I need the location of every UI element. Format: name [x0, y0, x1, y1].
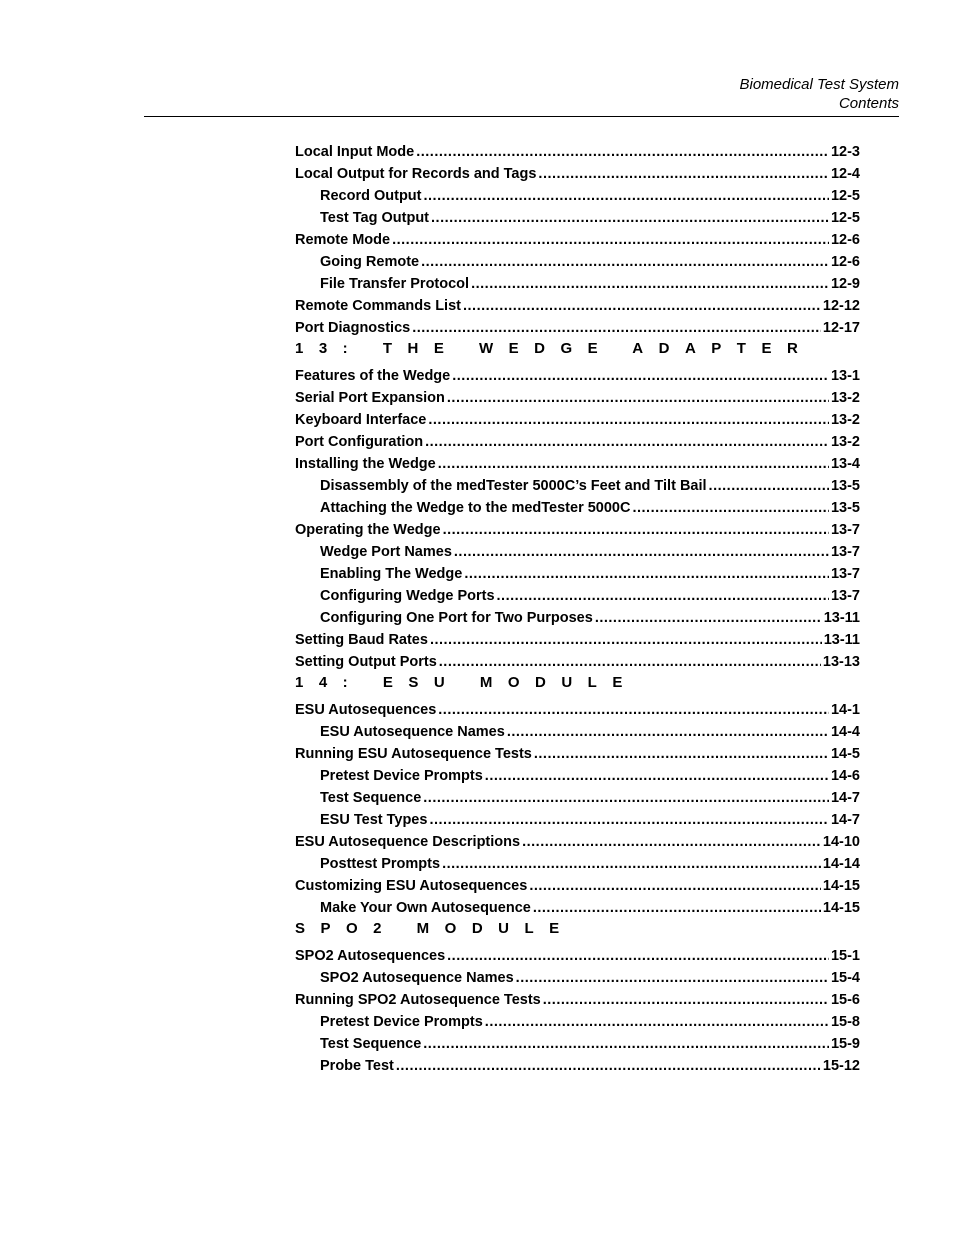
toc-chapter-heading: 14: ESU MODULE: [295, 674, 638, 691]
toc-dot-leader: [416, 141, 829, 163]
toc-entry-title: Keyboard Interface: [295, 412, 427, 428]
toc-entry[interactable]: [295, 585, 860, 607]
toc-entry[interactable]: [295, 141, 860, 163]
toc-entry[interactable]: [295, 563, 860, 585]
toc-dot-leader: [452, 365, 829, 387]
toc-dot-leader: [438, 699, 829, 721]
toc-entry[interactable]: [295, 629, 860, 651]
toc-entry[interactable]: [295, 365, 860, 387]
toc-dot-leader: [424, 185, 829, 207]
toc-page-number: 12-5: [830, 210, 860, 226]
toc-entry-title: Attaching the Wedge to the medTester 5000C: [320, 500, 631, 516]
toc-entry[interactable]: [295, 721, 860, 743]
toc-entry-title: SPO2 Autosequence Names: [320, 970, 514, 986]
toc-entry[interactable]: [295, 387, 860, 409]
toc-page-number: 13-5: [830, 478, 860, 494]
toc-page-number: 14-5: [830, 746, 860, 762]
toc-dot-leader: [442, 853, 821, 875]
toc-entry-title: Pretest Device Prompts: [320, 768, 483, 784]
toc-chapter-heading: SPO2 MODULE: [295, 920, 575, 937]
toc-entry[interactable]: [295, 809, 860, 831]
toc-dot-leader: [430, 629, 822, 651]
toc-page-number: 12-5: [830, 188, 860, 204]
toc-dot-leader: [522, 831, 821, 853]
toc-entry-title: ESU Autosequence Descriptions: [295, 834, 521, 850]
toc-page-number: 15-6: [830, 992, 860, 1008]
toc-page-number: 14-6: [830, 768, 860, 784]
toc-entry[interactable]: [295, 765, 860, 787]
toc-dot-leader: [447, 945, 829, 967]
toc-entry-title: Operating the Wedge: [295, 522, 441, 538]
header-document-title: Biomedical Test System: [739, 76, 899, 93]
toc-entry-title: Test Sequence: [320, 1036, 422, 1052]
toc-dot-leader: [632, 497, 829, 519]
toc-page-number: 15-9: [830, 1036, 860, 1052]
toc-entry-title: Port Configuration: [295, 434, 424, 450]
running-header: [739, 75, 899, 113]
toc-entry[interactable]: [295, 273, 860, 295]
toc-entry[interactable]: [295, 409, 860, 431]
toc-dot-leader: [429, 809, 829, 831]
toc-entry-title: Features of the Wedge: [295, 368, 451, 384]
toc-entry-title: Local Input Mode: [295, 144, 415, 160]
toc-dot-leader: [507, 721, 829, 743]
toc-page-number: 13-1: [830, 368, 860, 384]
toc-dot-leader: [709, 475, 829, 497]
toc-entry[interactable]: [295, 1055, 860, 1077]
toc-page-number: 14-15: [822, 878, 860, 894]
toc-entry-title: Test Sequence: [320, 790, 422, 806]
toc-page-number: 14-7: [830, 812, 860, 828]
toc-entry[interactable]: [295, 163, 860, 185]
toc-entry[interactable]: [295, 945, 860, 967]
toc-page-number: 15-4: [830, 970, 860, 986]
toc-page-number: 14-10: [822, 834, 860, 850]
toc-entry-title: Installing the Wedge: [295, 456, 436, 472]
toc-entry[interactable]: [295, 519, 860, 541]
table-of-contents: [295, 141, 860, 1077]
toc-dot-leader: [423, 1033, 829, 1055]
toc-page-number: 13-5: [830, 500, 860, 516]
toc-entry[interactable]: [295, 185, 860, 207]
toc-page-number: 14-15: [822, 900, 860, 916]
toc-entry-title: Setting Baud Rates: [295, 632, 428, 648]
toc-dot-leader: [412, 317, 821, 339]
toc-entry[interactable]: [295, 207, 860, 229]
toc-entry-title: SPO2 Autosequences: [295, 948, 446, 964]
toc-entry[interactable]: [295, 831, 860, 853]
toc-page-number: 12-17: [822, 320, 860, 336]
toc-entry[interactable]: [295, 699, 860, 721]
toc-dot-leader: [538, 163, 829, 185]
toc-entry[interactable]: [295, 453, 860, 475]
toc-entry-title: Running ESU Autosequence Tests: [295, 746, 532, 762]
toc-entry[interactable]: [295, 989, 860, 1011]
toc-entry[interactable]: [295, 875, 860, 897]
toc-page-number: 15-1: [830, 948, 860, 964]
toc-entry-title: Record Output: [320, 188, 422, 204]
toc-entry[interactable]: [295, 1033, 860, 1055]
toc-page-number: 14-14: [822, 856, 860, 872]
toc-dot-leader: [471, 273, 829, 295]
toc-dot-leader: [464, 563, 829, 585]
toc-dot-leader: [443, 519, 829, 541]
toc-dot-leader: [431, 207, 829, 229]
toc-dot-leader: [534, 743, 829, 765]
toc-entry-title: Serial Port Expansion: [295, 390, 445, 406]
toc-entry-title: Remote Commands List: [295, 298, 461, 314]
toc-entry[interactable]: [295, 1011, 860, 1033]
toc-entry-title: Running SPO2 Autosequence Tests: [295, 992, 541, 1008]
toc-page-number: 12-12: [822, 298, 860, 314]
toc-page-number: 13-11: [823, 610, 860, 626]
toc-page-number: 13-7: [830, 588, 860, 604]
toc-dot-leader: [463, 295, 821, 317]
toc-page-number: 13-11: [823, 632, 860, 648]
toc-dot-leader: [533, 897, 821, 919]
toc-dot-leader: [425, 431, 829, 453]
toc-entry-title: Make Your Own Autosequence: [320, 900, 531, 916]
toc-entry-title: Customizing ESU Autosequences: [295, 878, 528, 894]
toc-entry-title: File Transfer Protocol: [320, 276, 470, 292]
toc-page-number: 14-7: [830, 790, 860, 806]
toc-dot-leader: [439, 651, 821, 673]
toc-page-number: 12-6: [830, 232, 860, 248]
toc-dot-leader: [516, 967, 829, 989]
toc-dot-leader: [543, 989, 829, 1011]
toc-page-number: 14-4: [830, 724, 860, 740]
toc-entry-title: Pretest Device Prompts: [320, 1014, 483, 1030]
toc-entry-title: Configuring Wedge Ports: [320, 588, 495, 604]
toc-entry[interactable]: [295, 787, 860, 809]
toc-entry-title: Going Remote: [320, 254, 420, 270]
header-section-name: Contents: [838, 95, 899, 112]
toc-entry[interactable]: [295, 541, 860, 563]
toc-page-number: 14-1: [830, 702, 860, 718]
toc-entry-title: Test Tag Output: [320, 210, 430, 226]
toc-dot-leader: [428, 409, 829, 431]
toc-entry-title: Port Diagnostics: [295, 320, 411, 336]
toc-page-number: 15-8: [830, 1014, 860, 1030]
toc-dot-leader: [438, 453, 829, 475]
toc-page-number: 12-3: [830, 144, 860, 160]
toc-dot-leader: [421, 251, 829, 273]
toc-chapter-heading: 13: THE WEDGE ADAPTER: [295, 340, 814, 357]
toc-dot-leader: [595, 607, 822, 629]
toc-dot-leader: [529, 875, 821, 897]
toc-dot-leader: [447, 387, 829, 409]
toc-entry-title: ESU Test Types: [320, 812, 428, 828]
toc-entry[interactable]: [295, 431, 860, 453]
toc-entry[interactable]: [295, 229, 860, 251]
toc-dot-leader: [392, 229, 829, 251]
toc-entry-title: Probe Test: [320, 1058, 394, 1074]
toc-page-number: 13-2: [830, 434, 860, 450]
toc-page-number: 15-12: [822, 1058, 860, 1074]
toc-dot-leader: [485, 765, 829, 787]
toc-entry[interactable]: [295, 317, 860, 339]
toc-page-number: 13-4: [830, 456, 860, 472]
toc-entry-title: Disassembly of the medTester 5000C’s Feet and Tilt Bail: [320, 478, 707, 494]
toc-entry[interactable]: [295, 853, 860, 875]
toc-entry[interactable]: [295, 743, 860, 765]
toc-entry[interactable]: [295, 251, 860, 273]
toc-page-number: 13-2: [830, 390, 860, 406]
toc-entry-title: Wedge Port Names: [320, 544, 452, 560]
header-rule: [144, 116, 899, 117]
toc-entry[interactable]: [295, 475, 860, 497]
toc-dot-leader: [396, 1055, 821, 1077]
toc-page-number: 13-7: [830, 544, 860, 560]
toc-entry-title: Remote Mode: [295, 232, 391, 248]
toc-page-number: 13-7: [830, 566, 860, 582]
toc-page-number: 12-6: [830, 254, 860, 270]
toc-dot-leader: [423, 787, 829, 809]
toc-entry-title: Configuring One Port for Two Purposes: [320, 610, 593, 626]
toc-entry[interactable]: [295, 651, 860, 673]
toc-page-number: 13-2: [830, 412, 860, 428]
toc-dot-leader: [454, 541, 829, 563]
toc-page-number: 12-4: [830, 166, 860, 182]
toc-entry[interactable]: [295, 607, 860, 629]
toc-dot-leader: [485, 1011, 829, 1033]
toc-page-number: 13-7: [830, 522, 860, 538]
toc-dot-leader: [497, 585, 829, 607]
toc-entry-title: ESU Autosequences: [295, 702, 437, 718]
toc-entry[interactable]: [295, 497, 860, 519]
toc-entry-title: ESU Autosequence Names: [320, 724, 505, 740]
toc-entry[interactable]: [295, 967, 860, 989]
toc-page-number: 13-13: [822, 654, 860, 670]
toc-entry[interactable]: [295, 295, 860, 317]
toc-entry-title: Enabling The Wedge: [320, 566, 463, 582]
toc-entry-title: Posttest Prompts: [320, 856, 441, 872]
toc-page-number: 12-9: [830, 276, 860, 292]
toc-entry[interactable]: [295, 897, 860, 919]
toc-entry-title: Local Output for Records and Tags: [295, 166, 537, 182]
toc-entry-title: Setting Output Ports: [295, 654, 437, 670]
